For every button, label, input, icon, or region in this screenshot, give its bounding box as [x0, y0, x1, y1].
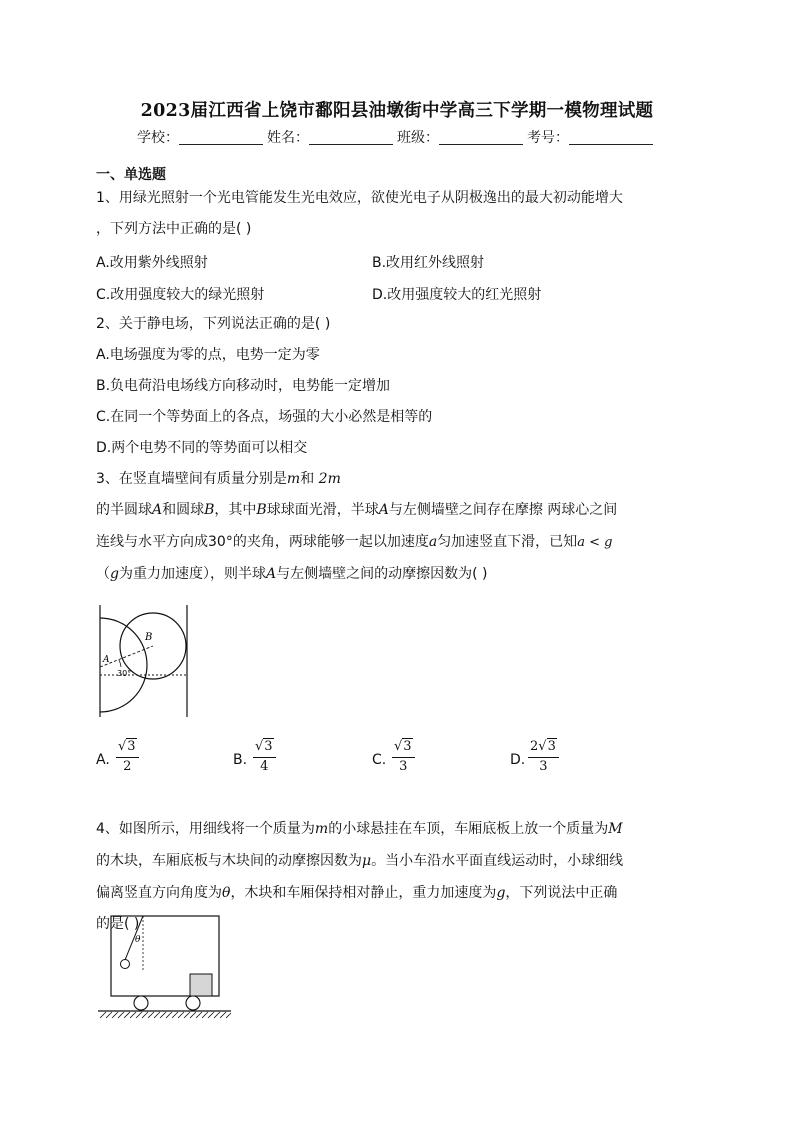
angle-arc	[119, 660, 121, 667]
q2-stem: 2、关于静电场，下列说法正确的是( )	[96, 316, 331, 332]
ground-hatching	[100, 1012, 231, 1018]
q3-stem-line-1: 3、在竖直墙壁间有质量分别是m和 2m	[96, 471, 341, 487]
section-title: 一、单选题	[96, 167, 166, 183]
q3-figure	[95, 600, 195, 720]
name-blank	[309, 130, 393, 145]
exam-no-blank	[569, 130, 653, 145]
q3-stem-line-4: （g为重力加速度），则半球A与左侧墙壁之间的动摩擦因数为( )	[96, 566, 488, 582]
q4-stem-line-2: 的木块，车厢底板与木块间的动摩擦因数为μ。当小车沿水平面直线运动时，小球细线	[96, 853, 624, 869]
q1-option-b: B.改用红外线照射	[372, 255, 485, 271]
q2-option-b: B.负电荷沿电场线方向移动时，电势能一定增加	[96, 378, 391, 394]
q1-option-c: C.改用强度较大的绿光照射	[96, 287, 265, 303]
class-label: 班级：	[397, 130, 439, 146]
school-blank	[179, 130, 263, 145]
q4-stem-line-3: 偏离竖直方向角度为θ，木块和车厢保持相对静止，重力加速度为g，下列说法中正确	[96, 885, 618, 901]
name-label: 姓名：	[267, 130, 309, 146]
student-info-row	[0, 127, 794, 147]
q1-option-a: A.改用紫外线照射	[96, 255, 208, 271]
q4-figure	[95, 908, 235, 1020]
q2-option-c: C.在同一个等势面上的各点，场强的大小必然是相等的	[96, 409, 433, 425]
q3-stem-line-3: 连线与水平方向成30°的夹角，两球能够一起以加速度a匀加速竖直下滑，已知a < g	[96, 534, 613, 550]
hanging-ball	[121, 960, 130, 969]
q3-stem-line-2: 的半圆球A和圆球B，其中B球球面光滑，半球A与左侧墙壁之间存在摩擦 两球心之间	[96, 502, 618, 518]
q2-option-d: D.两个电势不同的等势面可以相交	[96, 440, 308, 456]
exam-no-label: 考号：	[527, 130, 569, 146]
theta-label: θ	[135, 935, 141, 945]
right-wheel	[186, 996, 200, 1010]
school-label: 学校：	[137, 130, 179, 146]
label-b: B	[145, 632, 153, 643]
q4-stem-line-1: 4、如图所示，用细线将一个质量为m的小球悬挂在车顶，车厢底板上放一个质量为M	[96, 821, 623, 837]
label-30-degrees: 30°	[117, 669, 132, 678]
page-title: 2023届江西省上饶市鄱阳县油墩街中学高三下学期一模物理试题	[140, 101, 654, 121]
q4-stem-line-4: 的是( )	[96, 916, 140, 932]
q1-stem-line-2: ，下列方法中正确的是( )	[96, 221, 252, 237]
class-blank	[439, 130, 523, 145]
left-wheel	[134, 996, 148, 1010]
q1-stem-line-1: 1、用绿光照射一个光电管能发生光电效应，欲使光电子从阴极逸出的最大初动能增大	[96, 190, 623, 206]
label-a: A	[103, 655, 110, 665]
q2-option-a: A.电场强度为零的点，电势一定为零	[96, 347, 320, 363]
wooden-block	[190, 974, 212, 996]
q1-option-d: D.改用强度较大的红光照射	[372, 287, 542, 303]
